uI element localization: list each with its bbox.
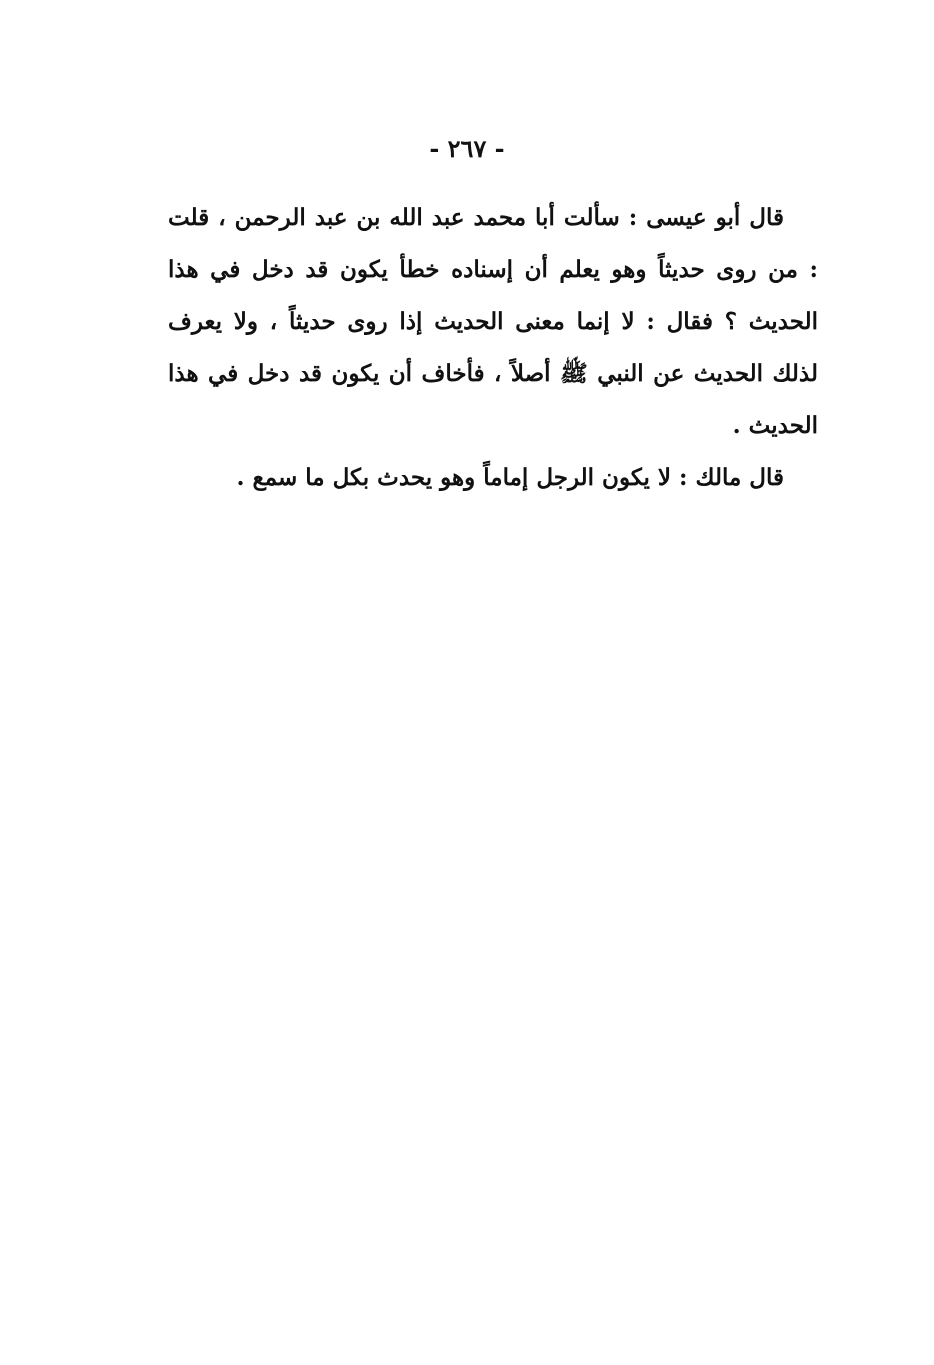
paragraph-malik: قال مالك : لا يكون الرجل إماماً وهو يحدث بكل ما سمع . bbox=[236, 464, 784, 491]
paragraph-abu-isa: قال أبو عيسى : سألت أبا محمد عبد الله بن عبد الرحمن ، قلت : من روى حديثاً وهو يعلم أن إسناده خطأ يكون قد دخل في هذا الحديث ؟ فقال : لا إنما معنى الحديث إذا روى حديثاً ، ولا يعرف لذلك الحديث عن النبي ﷺ أصلاً ، فأخاف أن يكون قد دخل في هذا الحديث . bbox=[168, 204, 818, 439]
page-number: - ٢٦٧ - bbox=[429, 134, 505, 163]
page-body bbox=[168, 192, 818, 504]
